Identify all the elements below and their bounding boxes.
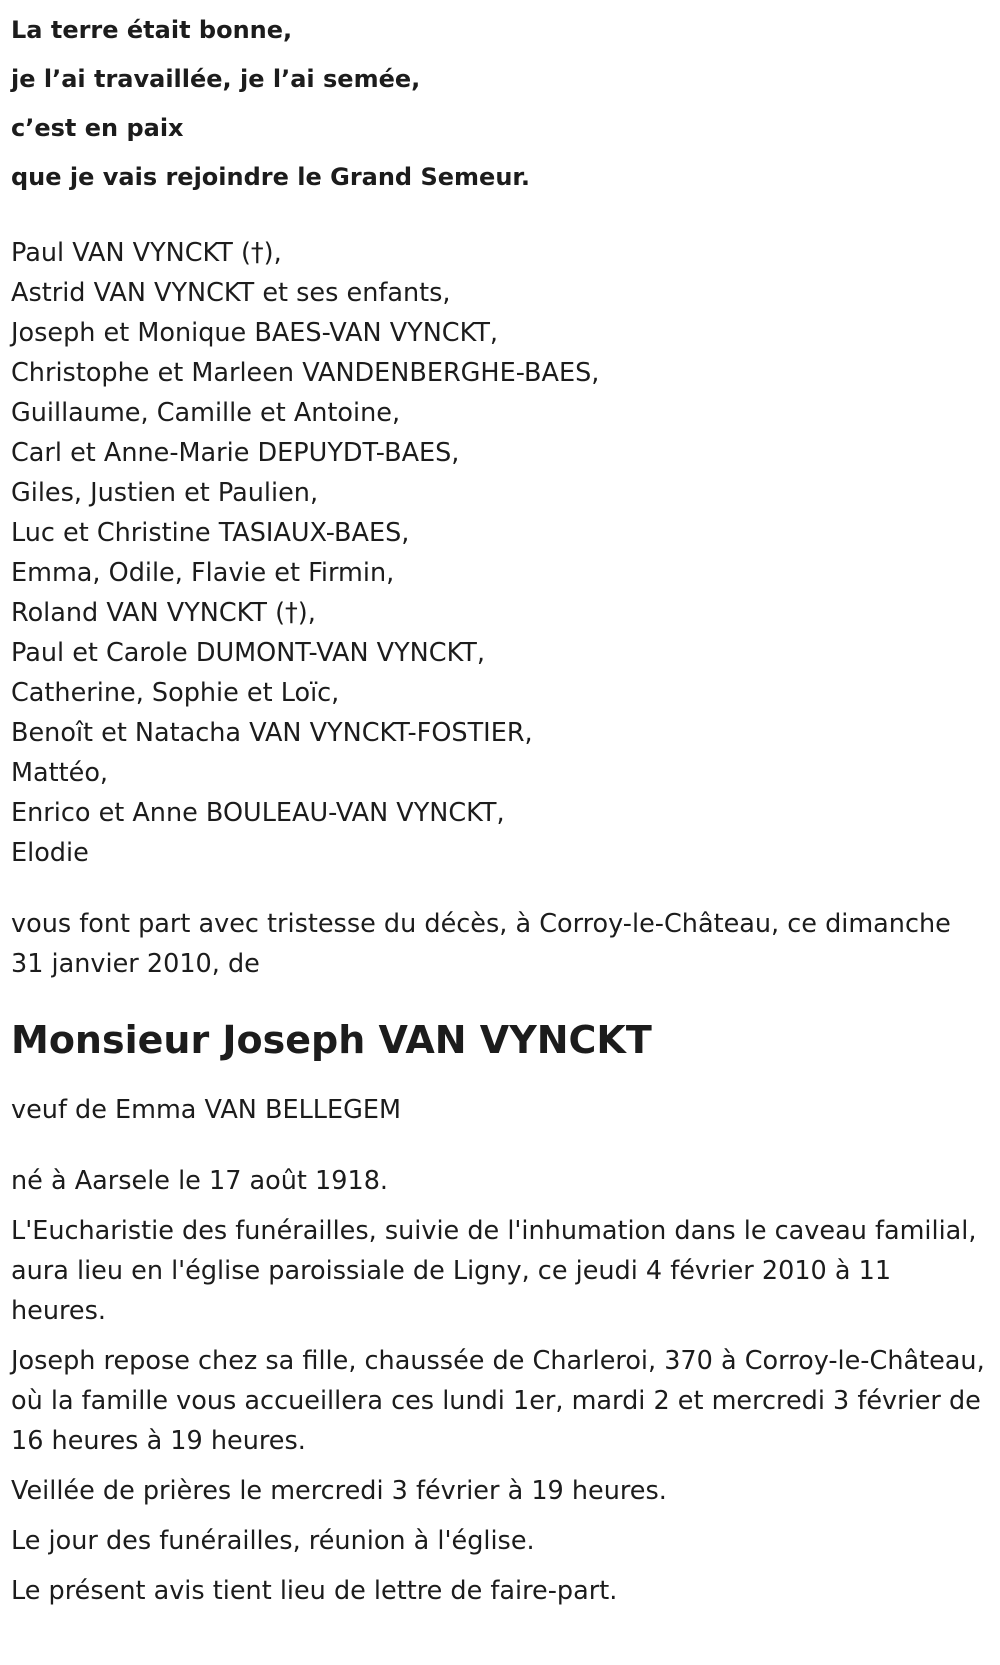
family-list (11, 233, 989, 873)
detail-paragraph: Veillée de prières le mercredi 3 février à 19 heures. (11, 1476, 667, 1506)
poem-line: c’est en paix (11, 114, 184, 142)
family-member: Elodie (11, 838, 89, 868)
family-member: Giles, Justien et Paulien, (11, 478, 319, 508)
family-member: Paul VAN VYNCKT (†), (11, 238, 282, 268)
family-member: Emma, Odile, Flavie et Firmin, (11, 558, 395, 588)
family-member: Luc et Christine TASIAUX-BAES, (11, 518, 410, 548)
widow-of: veuf de Emma VAN BELLEGEM (11, 1095, 401, 1125)
family-member: Guillaume, Camille et Antoine, (11, 398, 401, 428)
detail-paragraph: Le présent avis tient lieu de lettre de faire-part. (11, 1576, 618, 1606)
detail-paragraph: né à Aarsele le 17 août 1918. (11, 1166, 389, 1196)
detail-paragraph: Le jour des funérailles, réunion à l'église. (11, 1526, 535, 1556)
detail-paragraph: L'Eucharistie des funérailles, suivie de l'inhumation dans le caveau familial, aura lieu en l'église paroissiale de Ligny, ce jeudi 4 février 2010 à 11 heures. (11, 1216, 977, 1326)
family-member: Catherine, Sophie et Loïc, (11, 678, 340, 708)
detail-paragraph: Joseph repose chez sa fille, chaussée de Charleroi, 370 à Corroy-le-Château, où la famille vous accueillera ces lundi 1er, mardi 2 et mercredi 3 février de 16 heures à 19 heures. (11, 1346, 985, 1456)
family-member: Joseph et Monique BAES-VAN VYNCKT, (11, 318, 499, 348)
poem-verse (11, 6, 989, 202)
family-member: Roland VAN VYNCKT (†), (11, 598, 316, 628)
deceased-name: Monsieur Joseph VAN VYNCKT (11, 1018, 652, 1062)
poem-line: je l’ai travaillée, je l’ai semée, (11, 65, 421, 93)
funeral-details (11, 1161, 989, 1611)
family-member: Paul et Carole DUMONT-VAN VYNCKT, (11, 638, 485, 668)
family-member: Mattéo, (11, 758, 109, 788)
death-announcement: vous font part avec tristesse du décès, à Corroy-le-Château, ce dimanche 31 janvier 2010, de (11, 909, 951, 979)
poem-line: que je vais rejoindre le Grand Semeur. (11, 163, 530, 191)
family-member: Astrid VAN VYNCKT et ses enfants, (11, 278, 451, 308)
family-member: Carl et Anne-Marie DEPUYDT-BAES, (11, 438, 460, 468)
family-member: Christophe et Marleen VANDENBERGHE-BAES, (11, 358, 600, 388)
family-member: Benoît et Natacha VAN VYNCKT-FOSTIER, (11, 718, 533, 748)
poem-line: La terre était bonne, (11, 16, 293, 44)
family-member: Enrico et Anne BOULEAU-VAN VYNCKT, (11, 798, 505, 828)
